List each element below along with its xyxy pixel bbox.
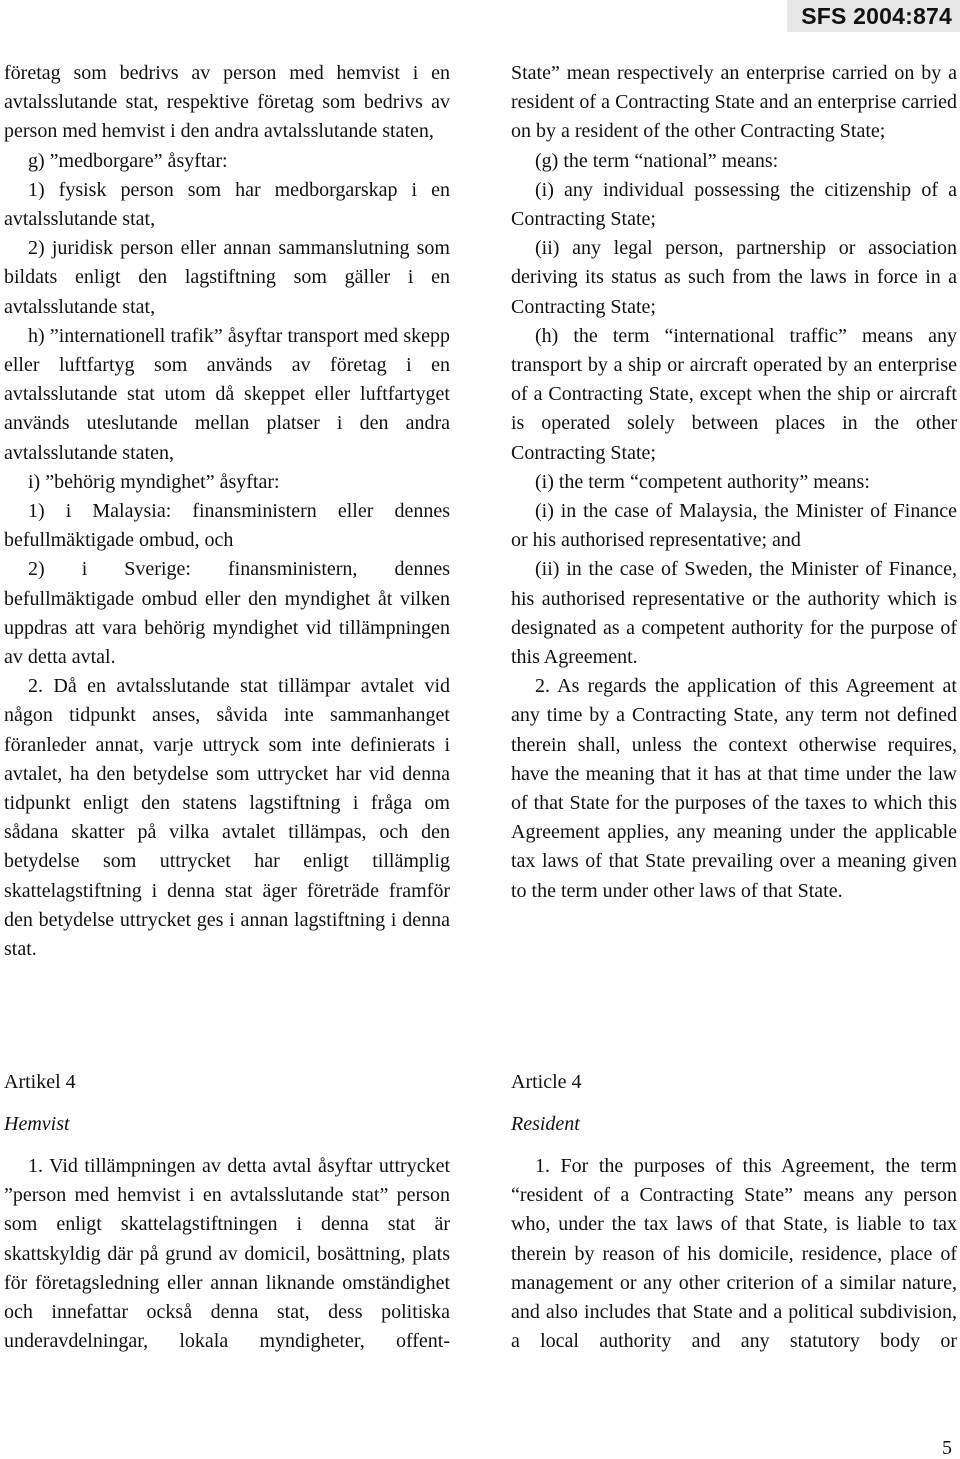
english-paragraph: (h) the term “international traffic” means any transport by a ship or aircraft operated by an enterprise of a Contracting State, except when the ship or aircraft is operated solely between places in the other Contracting State; bbox=[511, 324, 957, 464]
english-paragraph: (ii) in the case of Sweden, the Minister of Finance, his authorised representative or the authority which is designated as a competent authority for the purpose of this Agreement. bbox=[511, 558, 957, 669]
swedish-definitions-column bbox=[4, 59, 450, 964]
article-title-swedish: Artikel 4 bbox=[4, 1071, 76, 1093]
english-paragraph: (i) any individual possessing the citizenship of a Contracting State; bbox=[511, 178, 957, 231]
page-number: 5 bbox=[942, 1437, 952, 1459]
swedish-paragraph: 2) juridisk person eller annan sammanslutning som bildats enligt den lagstiftning som gäller i en avtalsslutande stat, bbox=[4, 237, 450, 318]
swedish-paragraph: g) ”medborgare” åsyftar: bbox=[28, 149, 228, 172]
article-body-swedish: 1. Vid tillämpningen av detta avtal åsyftar uttrycket ”person med hemvist i en avtalsslutande stat” person som enligt skattelagstiftningen i denna stat är skattskyldig där på grund av domicil, bosättning, plats för företagsledning eller annan liknande omständighet och innefattar också denna stat, dess politiska underavdelningar, lokala myndigheter, offent- bbox=[4, 1155, 450, 1353]
swedish-paragraph: 1) fysisk person som har medborgarskap i en avtalsslutande stat, bbox=[4, 178, 450, 231]
english-paragraph: (g) the term “national” means: bbox=[535, 149, 779, 172]
article-title-english: Article 4 bbox=[511, 1071, 582, 1093]
swedish-paragraph: 2. Då en avtalsslutande stat tillämpar avtalet vid någon tidpunkt anses, såvida inte sammanhanget föranleder annat, varje uttryck som inte definierats i avtalet, ha den betydelse som uttrycket har vid denna tidpunkt enligt den statens lagstiftning i fråga om sådana skatter på vilka avtalet tillämpas, och den betydelse som uttrycket har enligt tillämplig skattelagstiftning i denna stat äger företräde framför den betydelse uttrycket ges i annan lagstiftning i denna stat. bbox=[4, 675, 450, 961]
english-paragraph: 2. As regards the application of this Agreement at any time by a Contracting State, any term not defined therein shall, unless the context otherwise requires, have the meaning that it has at that time under the law of that State for the purposes of the taxes to which this Agreement applies, any meaning under the applicable tax laws of that State prevailing over a meaning given to the term under other laws of that State. bbox=[511, 675, 957, 902]
english-paragraph: (i) the term “competent authority” means: bbox=[535, 470, 870, 493]
swedish-paragraph: 1) i Malaysia: finansministern eller dennes befullmäktigade ombud, och bbox=[4, 500, 450, 552]
document-reference: SFS 2004:874 bbox=[787, 0, 960, 32]
article-subtitle-english: Resident bbox=[511, 1113, 580, 1135]
swedish-paragraph: h) ”internationell trafik” åsyftar transport med skepp eller luftfartyg som används av företag i en avtalsslutande stat utom då skeppet eller luftfartyget används uteslutande mellan platser i den andra avtalsslutande staten, bbox=[4, 324, 450, 464]
swedish-paragraph: 2) i Sverige: finansministern, dennes befullmäktigade ombud eller den myndighet åt vilken uppdras att vara behörig myndighet vid tillämpningen av detta avtal. bbox=[4, 558, 450, 669]
english-definitions-column bbox=[511, 59, 957, 906]
english-paragraph: (ii) any legal person, partnership or association deriving its status as such from the laws in force in a Contracting State; bbox=[511, 237, 957, 318]
article-body-english: 1. For the purposes of this Agreement, the term “resident of a Contracting State” means any person who, under the tax laws of that State, is liable to tax therein by reason of his domicile, residence, place of management or any other criterion of a similar nature, and also includes that State and a political subdivision, a local authority and any statutory body or bbox=[511, 1155, 957, 1353]
article-subtitle-swedish: Hemvist bbox=[4, 1113, 70, 1135]
article-body-english-column bbox=[511, 1152, 957, 1356]
english-paragraph: State” mean respectively an enterprise carried on by a resident of a Contracting State and an enterprise carried on by a resident of the other Contracting State; bbox=[511, 62, 957, 143]
article-body-swedish-column bbox=[4, 1152, 450, 1356]
swedish-paragraph: i) ”behörig myndighet” åsyftar: bbox=[28, 470, 280, 493]
swedish-paragraph: företag som bedrivs av person med hemvist i en avtalsslutande stat, respektive företag som bedrivs av person med hemvist i den andra avtalsslutande staten, bbox=[4, 62, 450, 143]
english-paragraph: (i) in the case of Malaysia, the Minister of Finance or his authorised representative; and bbox=[511, 500, 957, 552]
